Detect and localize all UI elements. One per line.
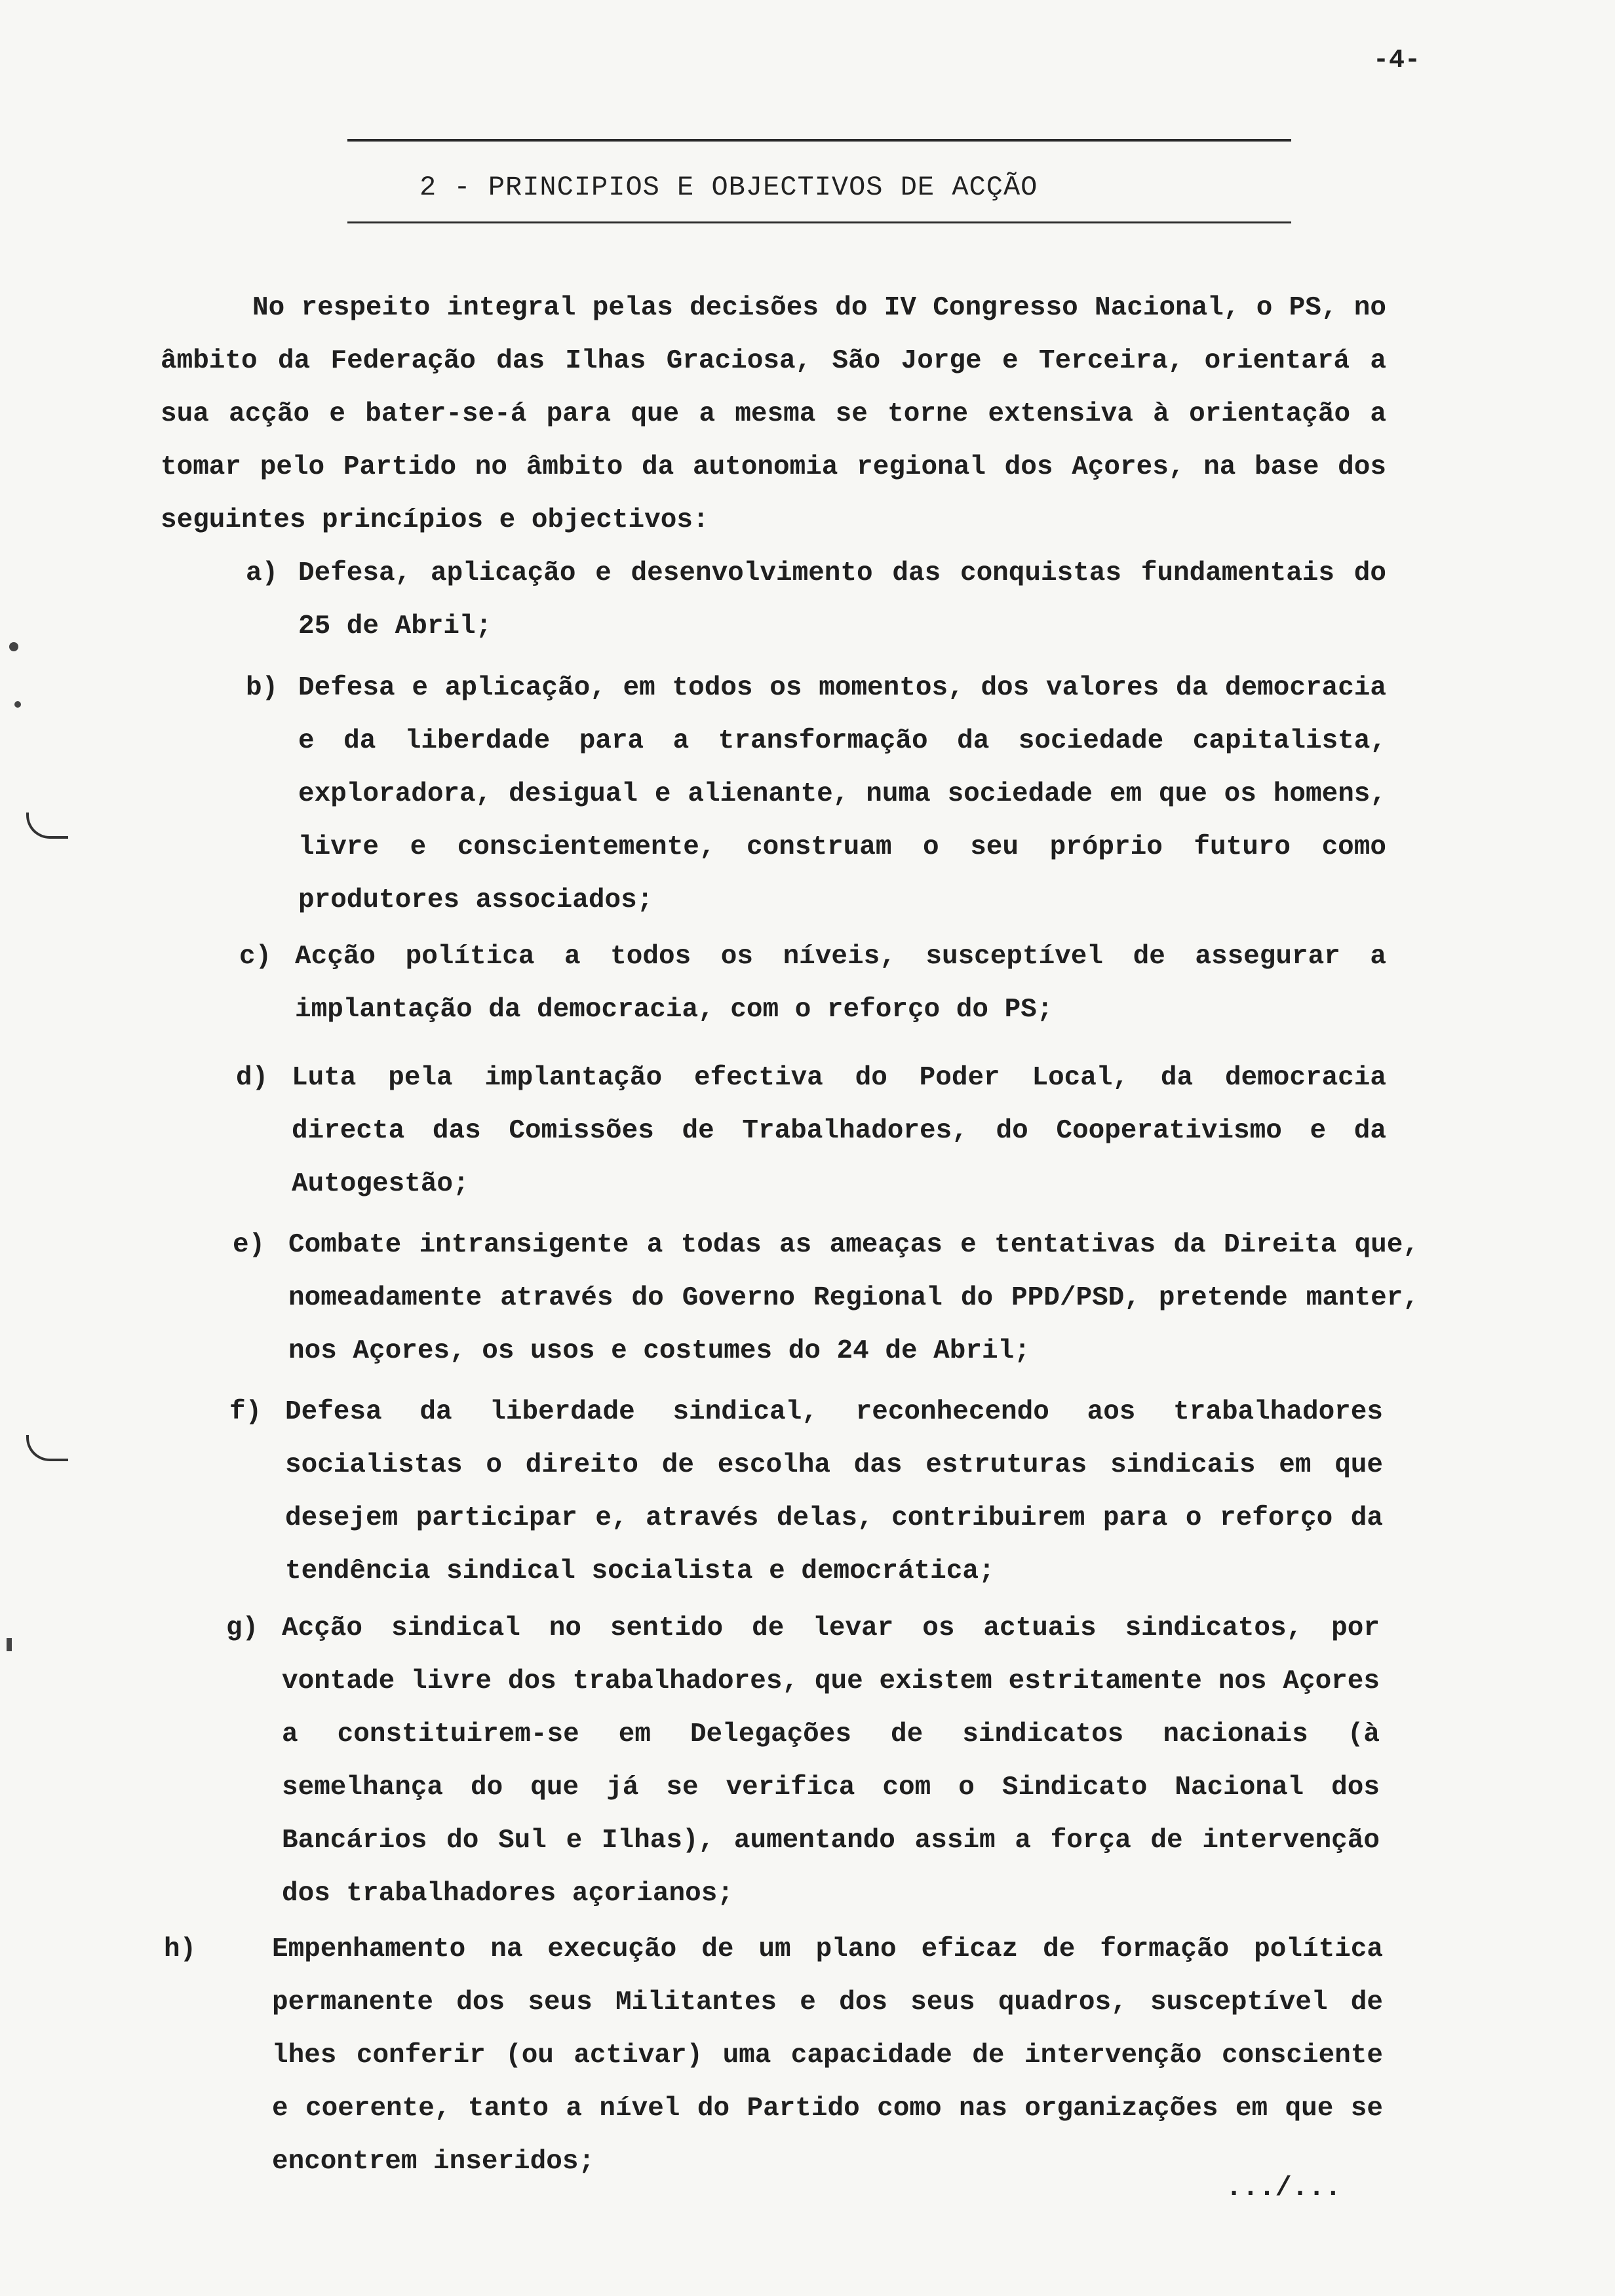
continuation-mark: .../... bbox=[1226, 2172, 1342, 2204]
list-marker: f) bbox=[229, 1397, 262, 1427]
list-item-a bbox=[246, 547, 1386, 653]
list-marker: e) bbox=[233, 1230, 265, 1260]
list-item-f bbox=[229, 1386, 1383, 1598]
intro-paragraph: No respeito integral pelas decisões do IV Congresso Nacional, o PS, no âmbito da Federação das Ilhas Graciosa, São Jorge e Terceira, orientará a sua acção e bater-se-á para que a mesma se torne extensiva à orientação a tomar pelo Partido no âmbito da autonomia regional dos Açores, na base dos seguintes princípios e objectivos: bbox=[161, 293, 1386, 535]
list-item-text: Luta pela implantação efectiva do Poder Local, da democracia directa das Comissões de Trabalhadores, do Cooperativismo e da Autogestão; bbox=[292, 1063, 1386, 1199]
margin-bracket-mark bbox=[26, 813, 68, 839]
list-item-text: Defesa e aplicação, em todos os momentos, dos valores da democracia e da liberdade para a transformação da sociedade capitalista, exploradora, desigual e alienante, numa sociedade em que os homens, livre e conscientemente, construam o seu próprio futuro como produtores associados; bbox=[298, 673, 1386, 915]
list-item-text: Defesa, aplicação e desenvolvimento das conquistas fundamentais do 25 de Abril; bbox=[298, 558, 1386, 641]
list-item-d bbox=[236, 1052, 1386, 1211]
list-marker: g) bbox=[226, 1613, 259, 1643]
list-marker: h) bbox=[164, 1934, 197, 1964]
list-item-text: Combate intransigente a todas as ameaças e tentativas da Direita que, nomeadamente através do Governo Regional do PPD/PSD, pretende manter, nos Açores, os usos e costumes do 24 de Abril; bbox=[288, 1230, 1419, 1366]
list-marker: c) bbox=[239, 942, 272, 972]
list-item-h bbox=[164, 1923, 1383, 2189]
list-item-text: Defesa da liberdade sindical, reconhecendo aos trabalhadores socialistas o direito de escolha das estruturas sindicais em que desejem participar e, através delas, contribuirem para o reforço da tendência sindical socialista e democrática; bbox=[285, 1397, 1383, 1586]
list-item-c bbox=[239, 930, 1386, 1037]
scan-speck bbox=[7, 1638, 12, 1651]
list-marker: b) bbox=[246, 673, 279, 703]
scan-speck bbox=[14, 701, 21, 708]
section-title: 2 - PRINCIPIOS E OBJECTIVOS DE ACÇÃO bbox=[419, 172, 1038, 203]
list-item-text: Empenhamento na execução de um plano eficaz de formação política permanente dos seus Militantes e dos seus quadros, susceptível de lhes conferir (ou activar) uma capacidade de intervenção consciente e coerente, tanto a nível do Partido como nas organizações em que se encontrem inseridos; bbox=[272, 1934, 1383, 2177]
title-rule-top bbox=[347, 139, 1291, 142]
list-item-b bbox=[246, 662, 1386, 927]
list-item-text: Acção sindical no sentido de levar os actuais sindicatos, por vontade livre dos trabalhadores, que existem estritamente nos Açores a constituirem-se em Delegações de sindicatos nacionais (à semelhança do que já se verifica com o Sindicato Nacional dos Bancários do Sul e Ilhas), aumentando assim a força de intervenção dos trabalhadores açorianos; bbox=[282, 1613, 1380, 1909]
page-number: -4- bbox=[1373, 46, 1421, 75]
list-item-g bbox=[226, 1602, 1380, 1921]
scan-speck bbox=[9, 642, 18, 651]
margin-bracket-mark bbox=[26, 1435, 68, 1461]
title-rule-bottom bbox=[347, 221, 1291, 223]
list-item-text: Acção política a todos os níveis, susceptível de assegurar a implantação da democracia, com o reforço do PS; bbox=[295, 942, 1386, 1025]
list-item-e bbox=[233, 1219, 1419, 1378]
list-marker: d) bbox=[236, 1063, 269, 1093]
list-marker: a) bbox=[246, 558, 279, 588]
